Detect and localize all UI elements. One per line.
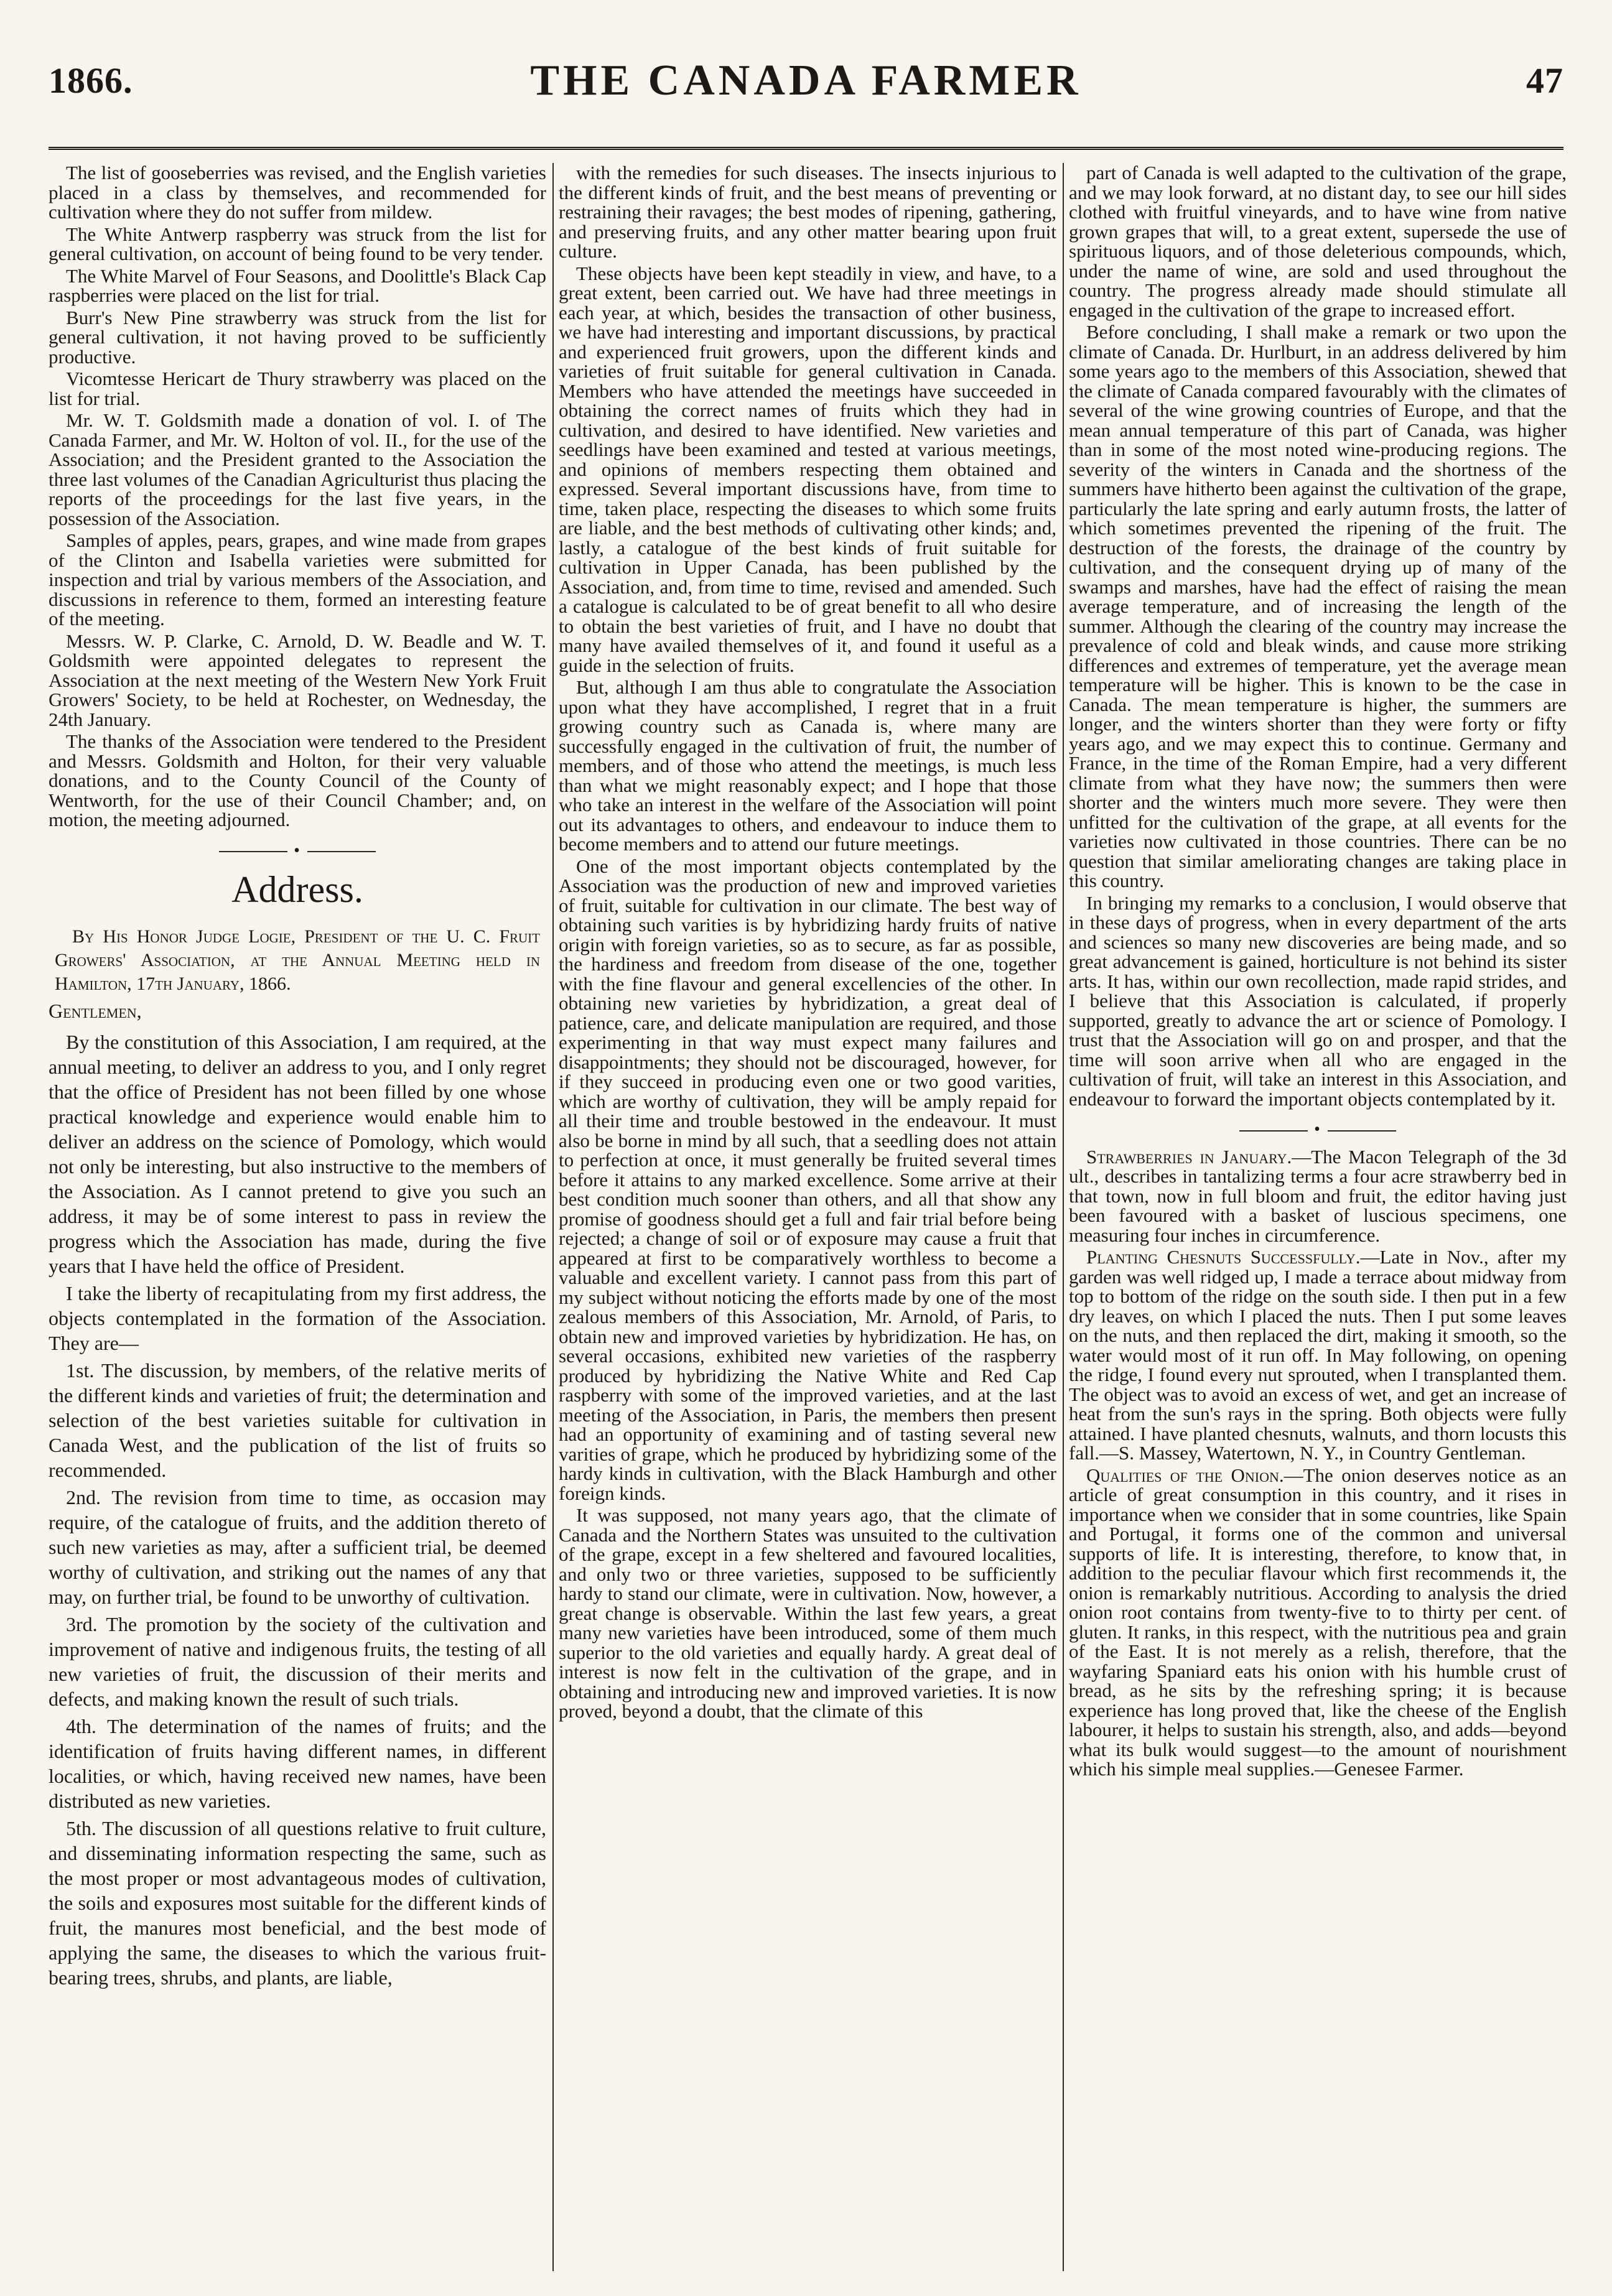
column-divider [552, 163, 554, 2271]
minutes-paragraph: Samples of apples, pears, grapes, and wine made from grapes of the Clinton and Isabella varieties were submitted for inspection and trial by various members of the Association, and discussions in reference to them, formed an interesting feature of the meeting. [49, 529, 546, 630]
address-paragraph: 1st. The discussion, by members, of the relative merits of the different kinds and varieties of fruit; the determination and selection of the best varieties suitable for cultivation in Canada West, and the publication of the list of fruits so recommended. [49, 1359, 546, 1481]
address-paragraph: One of the most important objects contemplated by the Association was the production of new and improved varieties of fruit, suitable for cultivation in our climate. The best way of obtaining such varities is by hybridizing hardy fruits of native origin with foreign varieties, so as to secure, as far as possible, the hardiness and freedom from disease of the one, together with the fine flavour and general excellencies of the other. In obtaining new varieties by hybridization, a great deal of patience, care, and delicate manipulation are required, and those experimenting in that way must expect many failures and disappointments; they should not be discouraged, however, for if they succeed in producing even one or two good varities, which are worthy of cultivation, they will be amply repaid for all their time and trouble bestowed in the endeavour. It must also be borne in mind by all such, that a seedling does not attain to perfection at once, it must generally be fruited several times before it attains to any marked excellence. Some arrive at their best condition much sooner than others, and all that show any promise of goodness should get a full and fair trial before being rejected; a change of soil or of exposure may cause a fruit that appeared at first to be comparatively worthless to become a valuable and excellent variety. I cannot pass from this part of my subject without noticing the efforts made by one of the most zealous members of this Association, Mr. Arnold, of Paris, to obtain new and improved varieties by hybridization. He has, on several occasions, exhibited new varieties of the raspberry produced by hybridizing the Native White and Red Cap raspberry with some of the improved varieties, and at the last meeting of the Association, in Paris, the members then present had an opportunity of examining and of tasting several new varities of grape, which he produced by hybridizing some of the hardy kinds in cultivation, with the Black Hamburgh and other foreign kinds. [559, 855, 1056, 1504]
news-item-runin: Strawberries in January. [1086, 1145, 1292, 1168]
address-paragraph: 3rd. The promotion by the society of the cultivation and improvement of native and indigenous fruits, the testing of all new varieties of fruit, the discussion of their merits and defects, and making known the result of such trials. [49, 1613, 546, 1710]
news-item-text: —The Macon Telegraph of the 3d ult., describes in tantalizing terms a four acre strawberry bed in that town, now in full bloom and fruit, the editor having just been favoured with a basket of luscious specimens, one measuring four inches in circumference. [1069, 1145, 1567, 1246]
masthead-rule [49, 147, 1563, 150]
address-paragraph: It was supposed, not many years ago, that the climate of Canada and the Northern States was unsuited to the cultivation of the grape, except in a few sheltered and favoured localities, and only two or three varieties, supposed to be sufficiently hardy to stand our climate, were in cultivation. Now, however, a great change is observable. Within the last few years, a great many new varieties have been introduced, some of them much superior to the old varieties and equally hardy. A great deal of interest is now felt in the cultivation of the grape, and in obtaining and introducing new and improved varieties. It is now proved, beyond a doubt, that the climate of this [559, 1504, 1056, 1722]
minutes-paragraph: Burr's New Pine strawberry was struck from the list for general cultivation, it not having proved to be sufficiently productive. [49, 306, 546, 368]
address-heading: Address. [231, 869, 363, 910]
address-paragraph: By the constitution of this Association, I am required, at the annual meeting, to deliver an address to you, and I only regret that the office of President has not been filled by one whose practical knowledge and experience would enable him to deliver an address on the science of Pomology, which would not only be interesting, but also instructive to the members of the Association. As I cannot pretend to give you such an address, it may be of some interest to pass in review the progress which the Association has made, during the five years that I have held the office of President. [49, 1031, 546, 1277]
minutes-paragraph: The list of gooseberries was revised, and the English varieties placed in a class by themselves, and recommended for cultivation where they do not suffer from mildew. [49, 163, 546, 223]
minutes-paragraph: The thanks of the Association were tendered to the President and Messrs. Goldsmith and Holton, for their very valuable donations, and to the County Council of the County of Wentworth, for the use of their Council Chamber; and, on motion, the meeting adjourned. [49, 730, 546, 830]
section-ornament: • [1069, 1120, 1567, 1140]
minutes-paragraph: Messrs. W. P. Clarke, C. Arnold, D. W. Beadle and W. T. Goldsmith were appointed delegates to represent the Association at the next meeting of the Western New York Fruit Growers' Society, to be held at Rochester, on Wednesday, the 24th January. [49, 630, 546, 730]
address-paragraph: 5th. The discussion of all questions relative to fruit culture, and disseminating information respecting the same, such as the most proper or most advantageous modes of cultivation, the soils and exposures most suitable for the different kinds of fruit, the manures most beneficial, and the best mode of applying the same, the diseases to which the various fruit-bearing trees, shrubs, and plants, are liable, [49, 1817, 546, 1989]
minutes-paragraph: The White Marvel of Four Seasons, and Doolittle's Black Cap raspberries were placed on the list for trial. [49, 264, 546, 306]
address-paragraph: Before concluding, I shall make a remark or two upon the climate of Canada. Dr. Hurlburt, in an address delivered by him some years ago to the members of this Association, shewed that the climate of Canada compared favourably with the climates of several of the wine growing countries of Europe, and that the mean annual temperature of this part of Canada, was higher than in some of the most noted wine-producing regions. The severity of the winters in Canada and the shortness of the summers have hitherto been against the cultivation of the grape, particularly the late spring and early autumn frosts, the latter of which sometimes prevented the ripening of the fruit. The destruction of the forests, the drainage of the country by cultivation, and the consequent drying up of many of the swamps and marshes, have had the effect of raising the mean average temperature, and of increasing the length of the summer. Although the clearing of the country may increase the prevalence of cold and bleak winds, and cause more striking differences and extremes of temperature, yet the average mean temperature will be higher. This is known to be the case in Canada. The mean temperature is higher, the summers are longer, and the winters shorter than they were forty or fifty years ago, and we may expect this to continue. Germany and France, in the time of the Roman Empire, had a very different climate from what they have now; the summers then were shorter and the winters much more severe. They were then unfitted for the cultivation of the grape, at all events for the varieties now cultivated in those countries. There can be no question that similar ameliorating changes are taking place in this country. [1069, 321, 1567, 891]
news-item-runin: Planting Chesnuts Successfully. [1086, 1246, 1361, 1268]
address-paragraph: In bringing my remarks to a conclusion, I would observe that in these days of progress, when in every department of the arts and sciences so many new discoveries are being made, and so great advancement is gained, horticulture is not behind its sister arts. It has, within our own recollection, made rapid strides, and I believe that this Association is calculated, if properly supported, greatly to advance the art or science of Pomology. I trust that the Association will go on and prosper, and that the time will soon arrive when all who are engaged in the cultivation of fruit, will take an interest in this Association, and endeavour to forward the important objects contemplated by it. [1069, 891, 1567, 1110]
address-paragraph: These objects have been kept steadily in view, and have, to a great extent, been carried out. We have had three meetings in each year, at which, besides the transaction of other business, we have had interesting and important discussions, by practical and experienced fruit growers, upon the different kinds and varieties of fruit suitable for general cultivation in Canada. Members who have attended the meetings have succeeded in obtaining the correct names of fruits which they had in cultivation, and desired to have identified. New varieties and seedlings have been examined and tested at various meetings, and opinions of members respecting them obtained and expressed. Several important discussions have, from time to time, taken place, respecting the diseases to which some fruits are liable, and the best methods of cultivating other kinds; and, lastly, a catalogue of the best kinds of fruit suitable for cultivation in Upper Canada, has been published by the Association, and, from time to time, revised and amended. Such a catalogue is calculated to be of great benefit to all who desire to obtain the best varieties of fruit, and I have no doubt that many have availed themselves of it, and found it useful as a guide in the selection of fruits. [559, 262, 1056, 676]
address-paragraph: 2nd. The revision from time to time, as occasion may require, of the catalogue of fruits, and the addition thereto of such new varieties as may, after a sufficient trial, be deemed worthy of cultivation, and striking out the names of any that may, on further trial, be found to be unworthy of cultivation. [49, 1486, 546, 1608]
address-paragraph: I take the liberty of recapitulating from my first address, the objects contemplated in the formation of the Association. They are— [49, 1282, 546, 1354]
address-paragraph: with the remedies for such diseases. The insects injurious to the different kinds of fruit, and the best means of preventing or restraining their ravages; the best modes of ripening, gathering, and preserving fruits, and any other matter bearing upon fruit culture. [559, 163, 1056, 262]
column-3 [1069, 163, 1567, 2271]
minutes-paragraph: Mr. W. T. Goldsmith made a donation of vol. I. of The Canada Farmer, and Mr. W. Holton of vol. II., for the use of the Association; and the President granted to the Association the three last volumes of the Canadian Agriculturist thus placing the reports of the proceedings for the last five years, in the possession of the Association. [49, 409, 546, 529]
page-number: 47 [1526, 60, 1563, 101]
column-divider [1063, 163, 1064, 2271]
section-ornament: • [49, 841, 546, 861]
address-body [49, 998, 546, 1990]
column-2 [559, 163, 1056, 2271]
minutes-paragraph: The White Antwerp raspberry was struck from the list for general cultivation, on account of being found to be very tender. [49, 223, 546, 264]
news-item-strawberries [1069, 1147, 1567, 1245]
news-item-runin: Qualities of the Onion. [1086, 1464, 1284, 1486]
news-item-onion [1069, 1466, 1567, 1779]
issue-year: 1866. [49, 60, 133, 101]
masthead [49, 57, 1563, 141]
address-paragraph: part of Canada is well adapted to the cultivation of the grape, and we may look forward, at no distant day, to see our hill sides clothed with fruitful vineyards, and to have wine from native grown grapes that will, to a great extent, supersede the use of spirituous liquors, and of those deleterious compounds, which, under the name of wine, are sold and used throughout the country. The progress already made should stimulate all engaged in the cultivation of the grape to increased effort. [1069, 163, 1567, 321]
minutes-paragraph: Vicomtesse Hericart de Thury strawberry was placed on the list for trial. [49, 368, 546, 409]
address-salutation: Gentlemen, [49, 1000, 142, 1022]
news-item-text: —Late in Nov., after my garden was well ridged up, I made a terrace about midway from top to bottom of the ridge on the south side. I then put in a few dry leaves, on which I placed the nuts. Then I put some leaves on the nuts, and then replaced the dirt, making it smooth, so the water would most of it run off. In May following, on opening the ridge, I found every nut sprouted, when I transplanted them. The object was to avoid an excess of wet, and get an increase of heat from the sun's rays in the spring. Both objects were fully attained. I have planted chesnuts, walnuts, and thorn locusts this fall.—S. Massey, Watertown, N. Y., in Country Gentleman. [1069, 1246, 1567, 1464]
column-1 [49, 163, 546, 2271]
newspaper-title: THE CANADA FARMER [530, 57, 1082, 105]
news-item-text: —The onion deserves notice as an article of great consumption in this country, and it rises in importance when we consider that in some countries, like Spain and Portugal, it forms one of the common and universal supports of life. It is interesting, therefore, to know that, in addition to the peculiar flavour which first recommends it, the onion is remarkably nutritious. According to analysis the dried onion root contains from twenty-five to to thirty per cent. of gluten. It ranks, in this respect, with the nutritious pea and grain of the East. It is not merely as a relish, therefore, that the wayfaring Spaniard eats his onion with his humble crust of bread, as he sits by the refreshing spring; it is because experience has long proved that, like the cheese of the English labourer, it helps to sustain his strength, also, and adds—beyond what its bulk would suggest—to the amount of nourishment which his simple meal supplies.—Genesee Farmer. [1069, 1464, 1567, 1780]
address-paragraph: 4th. The determination of the names of fruits; and the identification of fruits having different names, in different localities, or which, having received new names, have been distributed as new varieties. [49, 1715, 546, 1812]
address-byline: By His Honor Judge Logie, President of the U. C. Fruit Growers' Association, at the Annual Meeting held in Hamilton, 17th January, 1866. [55, 926, 540, 994]
news-item-chesnuts [1069, 1247, 1567, 1463]
address-paragraph: But, although I am thus able to congratulate the Association upon what they have accomplished, I regret that in a fruit growing country such as Canada is, where many are successfully engaged in the cultivation of fruit, the number of members, and of those who attend the meetings, is much less than what we might reasonably expect; and I hope that those who take an interest in the welfare of the Association will point out its advantages to others, and endeavour to induce them to become members and to attend our future meetings. [559, 676, 1056, 855]
